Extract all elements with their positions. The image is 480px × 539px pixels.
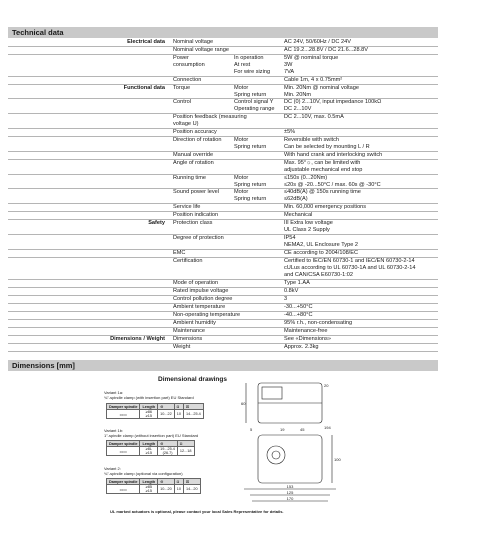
tech-parameter: Position feedback (measuring voltage U)	[173, 114, 247, 128]
tech-value: 5W @ nominal torque 3W 7VA	[284, 55, 339, 75]
tech-subparameter: Control signal Y Operating range	[234, 99, 275, 113]
tech-parameter: Protection class	[173, 220, 213, 227]
tech-value: ≤40dB(A) @ 150s running time ≤62dB(A)	[284, 189, 361, 203]
spindle-clamp-icon	[267, 446, 285, 464]
tech-value: 3	[284, 295, 288, 302]
dim-label: 153	[286, 484, 294, 489]
tech-value: IP54 NEMA2, UL Enclosure Type 2	[284, 235, 358, 248]
tech-value: AC 19.2...28.8V / DC 21.6...28.8V	[284, 47, 368, 53]
tech-row	[8, 304, 438, 312]
tech-row	[8, 296, 438, 304]
square-spindle-icon: ◘	[174, 404, 183, 410]
tech-subparameter: Motor Spring return	[234, 174, 267, 188]
tech-row	[8, 160, 438, 175]
tech-row	[8, 212, 438, 220]
spindle-image: ▭▭	[107, 410, 140, 419]
tech-parameter: Angle of rotation	[173, 159, 214, 166]
tech-parameter: EMC	[173, 249, 186, 256]
tech-row	[8, 175, 438, 190]
tech-parameter: Rated impulse voltage	[173, 287, 229, 294]
tech-value: 0.8kV	[284, 287, 299, 294]
tech-row	[8, 288, 438, 296]
variant-1b-table: Damper spindle Length ⊙ ◘ ▭▭ ≥8L ≥15 19...25.4 (26.7) 12...18	[106, 440, 195, 456]
tech-category: Safety	[148, 220, 165, 227]
tech-value: Min. 20Nm @ nominal voltage Min. 20Nm	[284, 84, 360, 98]
tech-row	[8, 114, 438, 129]
tech-value: Max. 95°☼, can be limited with adjustable mechanical end stop	[284, 159, 363, 173]
tech-value: Reversible with switch Can be selected by mounting L / R	[284, 137, 370, 150]
round-spindle-icon: ⊙	[158, 404, 175, 410]
tech-parameter: Running time	[173, 174, 206, 181]
variant-1a-label: Variant 1a: ¾"-spindle clamp (with insertion part) EU Standard	[104, 390, 194, 400]
square-spindle-icon: ◘	[177, 441, 194, 447]
tech-parameter: Position indication	[173, 212, 219, 219]
tech-row	[8, 55, 438, 77]
tech-value: With hand crank and interlocking switch	[284, 151, 383, 158]
dim-label: 100	[334, 457, 341, 462]
tech-parameter: Control pollution degree	[173, 295, 233, 302]
round-spindle-icon: ⊙	[158, 479, 175, 485]
tech-subparameter: Motor Spring return	[234, 137, 267, 150]
tech-value: ≤150s (0...20Nm) ≤20s @ -20...50°C / max. 60s @ -30°C	[284, 174, 381, 188]
tech-row	[8, 344, 438, 352]
dim-label: 125	[286, 490, 294, 495]
tech-parameter: Sound power level	[173, 189, 220, 196]
dim-label: 5	[250, 427, 253, 432]
tech-row	[8, 99, 438, 114]
tech-value: AC 24V, 50/60Hz / DC 24V	[284, 39, 351, 45]
tech-value: Certified to IEC/EN 60730-1 and IEC/EN 60730-2-14 cULus according to UL 60730-1A and UL 60730-2-14 and CAN/CSA E60730-1:02	[284, 257, 416, 278]
tech-parameter: Certification	[173, 257, 203, 264]
tech-row	[8, 220, 438, 235]
tech-parameter: Degree of protection	[173, 235, 224, 242]
tech-parameter: Control	[173, 99, 192, 106]
tech-parameter: Maintenance	[173, 327, 206, 334]
ul-note: UL marked actuators is optional, please contact your local Sales Representative for details.	[110, 509, 284, 514]
tech-category: Functional data	[123, 84, 165, 91]
tech-row	[8, 129, 438, 137]
tech-parameter: Dimensions	[173, 335, 203, 342]
tech-row	[8, 189, 438, 204]
variant-1b-label: Variant 1b: 1"-spindle clamp (without insertion part) EU Standard	[104, 428, 199, 438]
tech-row	[8, 85, 438, 100]
tech-parameter: Direction of rotation	[173, 137, 222, 144]
tech-value: ±5%	[284, 129, 296, 136]
tech-value: -30...+50°C	[284, 303, 313, 310]
tech-subparameter: In operation At rest For wire sizing	[234, 55, 271, 75]
tech-row	[8, 137, 438, 152]
variant-2-label: Variant 2: ¾"-spindle clamp (optional via configuration)	[104, 466, 183, 476]
tech-row	[8, 152, 438, 160]
tech-parameter: Service life	[173, 204, 201, 211]
tech-subparameter: Motor Spring return	[234, 189, 267, 203]
technical-data-header: Technical data	[8, 27, 438, 38]
tech-row	[8, 320, 438, 328]
spindle-hole-icon	[272, 451, 280, 459]
tech-parameter: Nominal voltage	[173, 39, 214, 45]
dimensions-section	[0, 372, 480, 532]
actuator-detail	[262, 387, 282, 399]
tech-row	[8, 204, 438, 212]
tech-category: Dimensions / Weight	[110, 335, 165, 342]
variant-2-table: Damper spindle Length ⊙ ◘ ⊡ ▭▭ ≥85 ≥15 10...20 10 14...20	[106, 478, 201, 494]
tech-value: Maintenance-free	[284, 327, 328, 334]
tech-row	[8, 258, 438, 280]
dim-label: 60	[241, 401, 246, 406]
tech-value: III Extra low voltage UL Class 2 Supply	[284, 220, 333, 234]
dim-label: 20	[324, 383, 329, 388]
dim-label: 170	[286, 496, 294, 501]
tech-row	[8, 47, 438, 55]
technical-data-table	[8, 39, 438, 352]
dim-label: 19	[280, 427, 285, 432]
tech-parameter: Non-operating temperature	[173, 311, 241, 318]
dim-label: 45	[300, 427, 305, 432]
tech-parameter: Mode of operation	[173, 279, 219, 286]
tech-row	[8, 328, 438, 336]
tech-row	[8, 77, 438, 85]
tech-row	[8, 39, 438, 47]
spindle-image: ▭▭	[107, 447, 140, 456]
tech-value: DC (0) 2...10V, input impedance 100kΩ DC 2...10V	[284, 99, 382, 113]
tech-row	[8, 235, 438, 250]
actuator-dimension-drawing	[240, 377, 340, 505]
tech-parameter: Weight	[173, 343, 191, 350]
tech-subparameter: Motor Spring return	[234, 84, 267, 98]
tech-parameter: Nominal voltage range	[173, 47, 229, 53]
spindle-image: ▭▭	[107, 485, 140, 494]
tech-value: Approx. 2.3kg	[284, 343, 319, 350]
tech-parameter: Position accuracy	[173, 129, 217, 136]
tech-row	[8, 336, 438, 344]
tech-value: -40...+80°C	[284, 311, 313, 318]
square-outline-icon: ⊡	[184, 404, 204, 410]
variant-1a-table: Damper spindle Length ⊙ ◘ ⊡ ▭▭ ≥86 ≥15 10...22 10 14...25.4	[106, 403, 204, 419]
tech-value: CE according to 2004/108/EC	[284, 249, 359, 256]
tech-parameter: Ambient temperature	[173, 303, 226, 310]
dimensions-header: Dimensions [mm]	[8, 360, 438, 371]
tech-parameter: Connection	[173, 76, 202, 83]
tech-value: See «Dimensions»	[284, 335, 331, 342]
tech-category: Electrical data	[127, 39, 165, 45]
tech-parameter: Manual override	[173, 151, 214, 158]
tech-value: 95% r.h., non-condensating	[284, 319, 353, 326]
tech-row	[8, 280, 438, 288]
tech-parameter: Torque	[173, 84, 191, 91]
tech-value: Type 1.AA	[284, 279, 310, 286]
square-spindle-icon: ◘	[174, 479, 183, 485]
tech-value: Mechanical	[284, 212, 313, 219]
square-outline-icon: ⊡	[184, 479, 201, 485]
tech-row	[8, 312, 438, 320]
dim-label: 194	[324, 425, 331, 430]
tech-parameter: Ambient humidity	[173, 319, 216, 326]
tech-parameter: Power consumption	[173, 55, 205, 68]
tech-value: Cable 1m, 4 x 0.75mm²	[284, 76, 343, 83]
tech-value: Min. 60,000 emergency positions	[284, 204, 367, 211]
round-spindle-icon: ⊙	[158, 441, 178, 447]
actuator-body-side-view	[258, 435, 322, 483]
tech-row	[8, 250, 438, 258]
tech-value: DC 2...10V, max. 0.5mA	[284, 114, 344, 121]
dimensional-drawings-title: Dimensional drawings	[158, 376, 227, 383]
